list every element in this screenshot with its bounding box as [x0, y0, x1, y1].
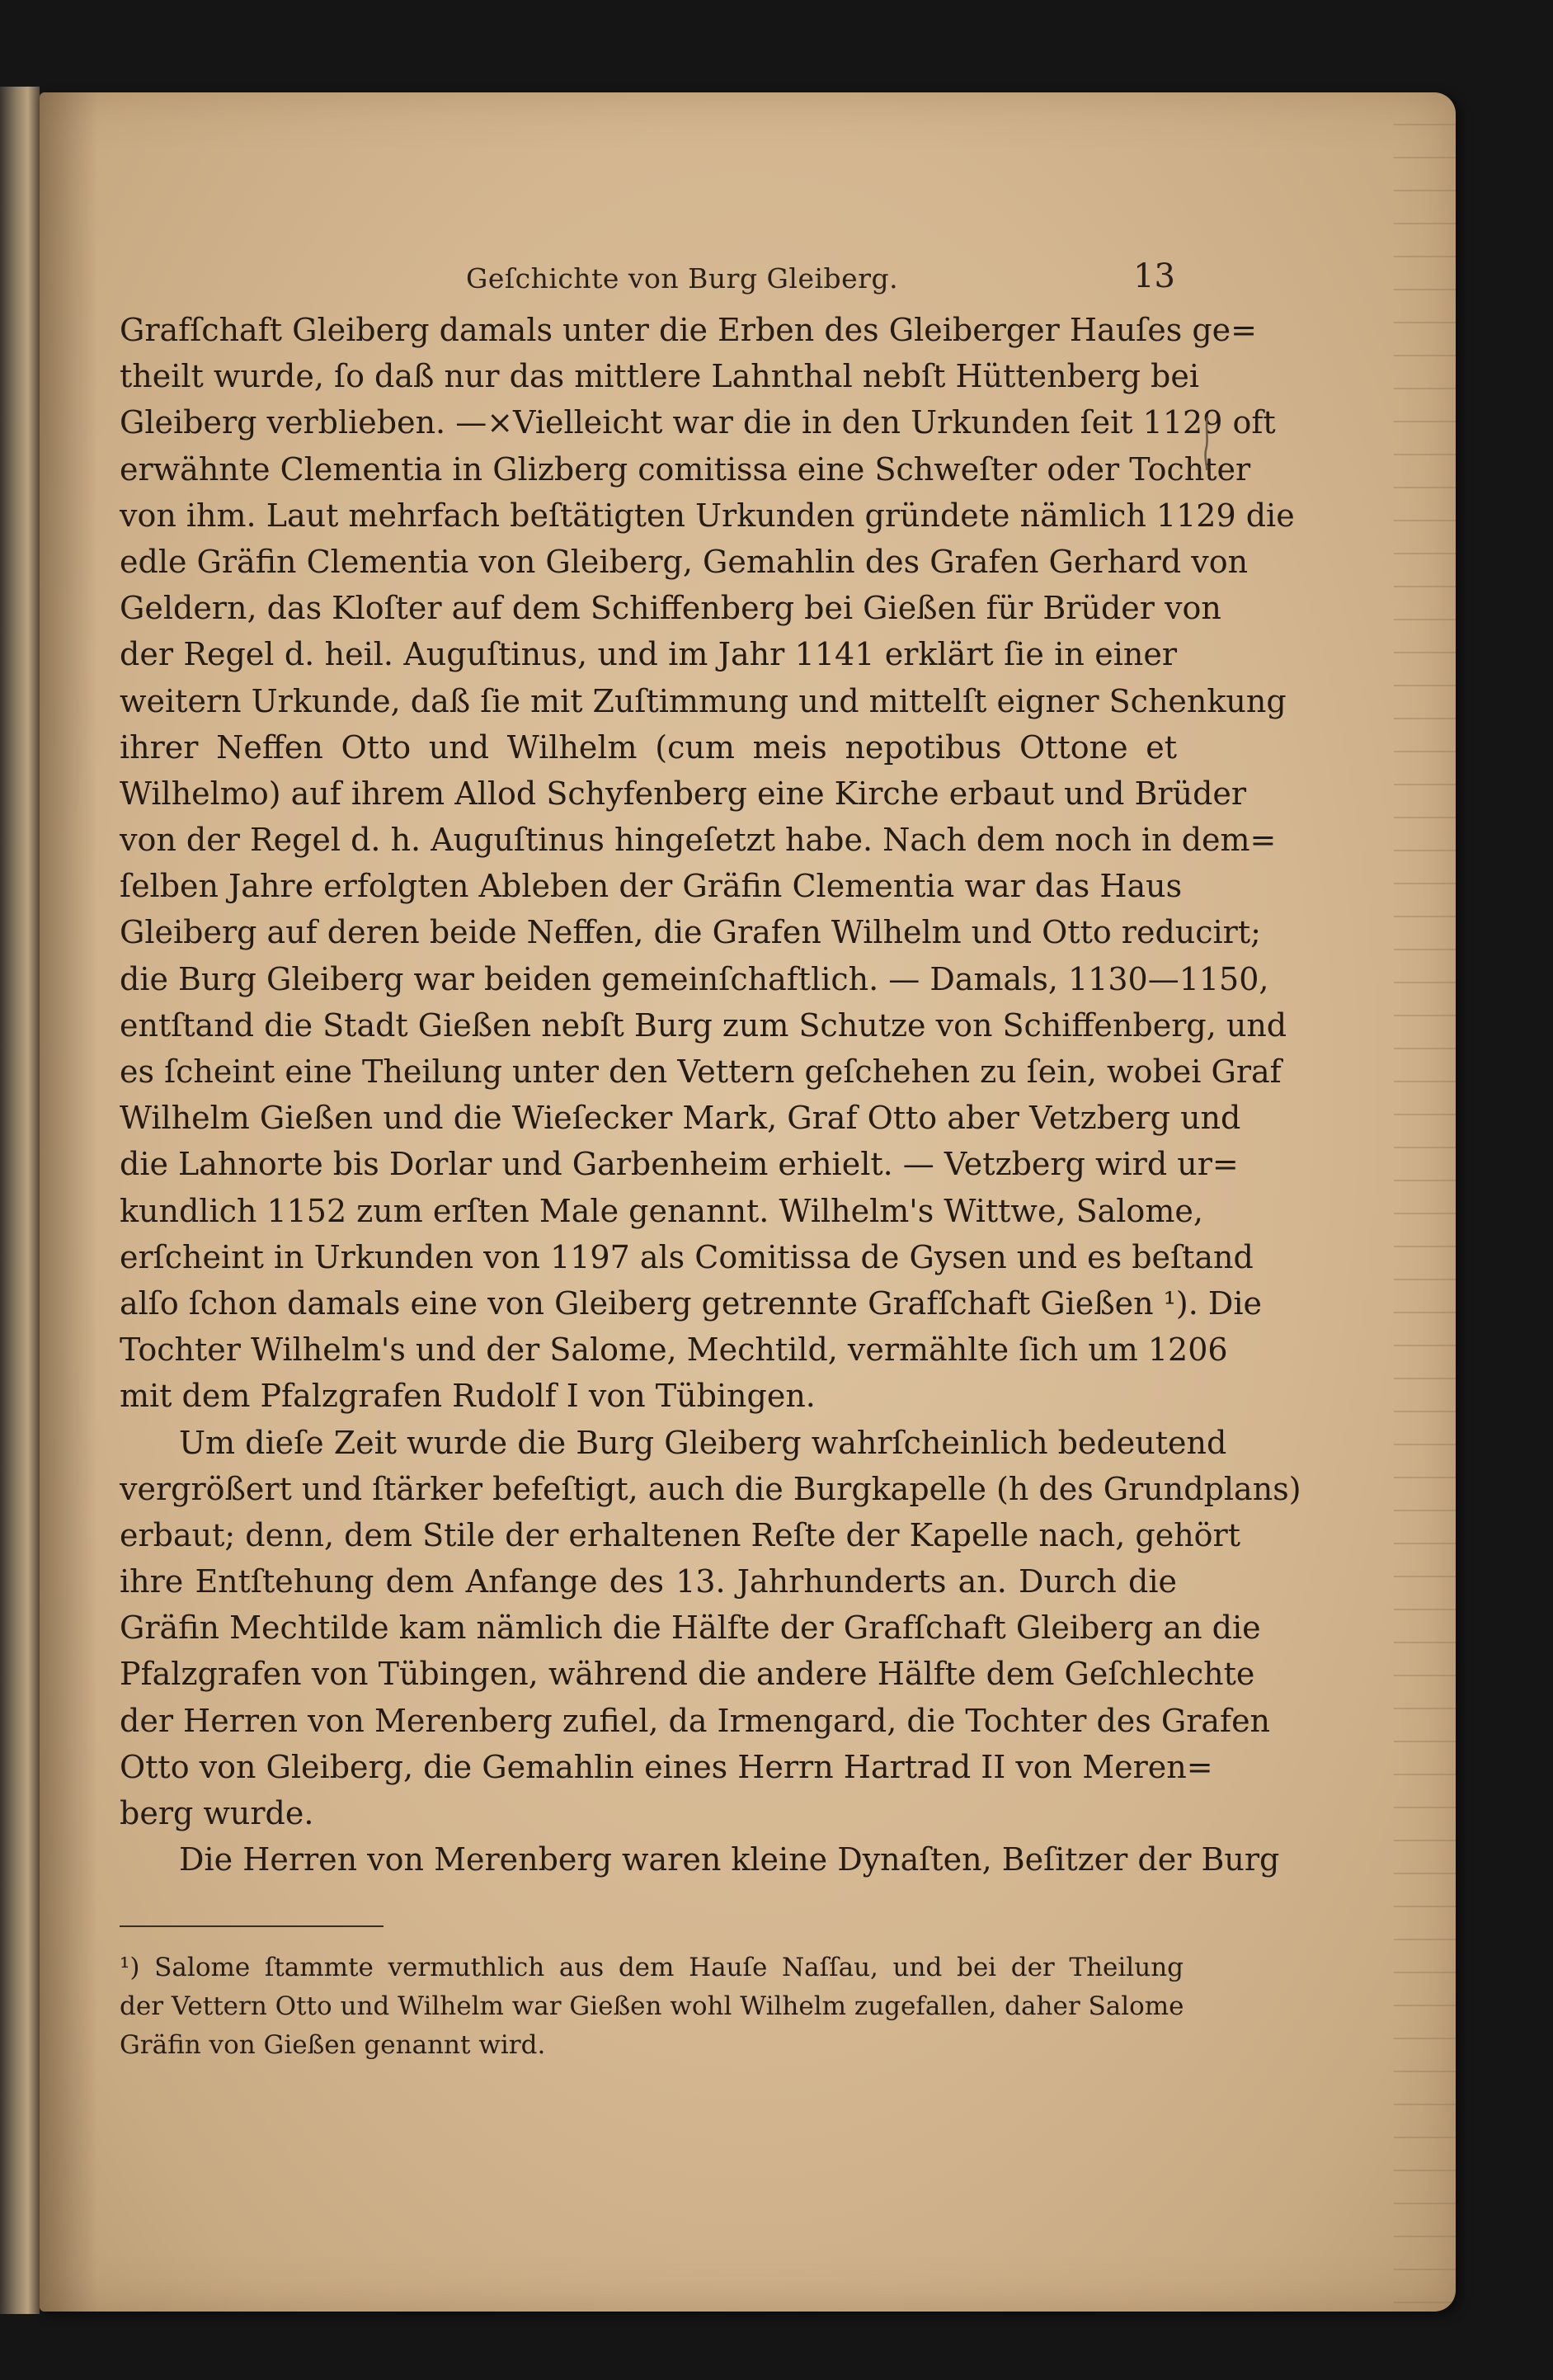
text-line: ihrer Neffen Otto und Wilhelm (cum meis nepotibus Ottone et [120, 728, 1177, 766]
footnote-line: Gräfin von Gießen genannt wird. [120, 2030, 546, 2060]
text-line: Gleiberg verblieben. —×Vielleicht war die in den Urkunden ſeit 1129 oft [120, 404, 1276, 441]
text-line: Die Herren von Merenberg waren kleine Dynaſten, Beſitzer der Burg [179, 1841, 1280, 1878]
text-line: erbaut; denn, dem Stile der erhaltenen Reſte der Kapelle nach, gehört [120, 1516, 1240, 1553]
text-line: berg wurde. [120, 1795, 314, 1831]
text-line: Pfalzgrafen von Tübingen, während die andere Hälfte dem Geſchlechte [120, 1656, 1255, 1693]
page-header [120, 257, 1175, 299]
text-line: mit dem Pfalzgrafen Rudolf I von Tübingen. [120, 1378, 816, 1415]
pencil-margin-mark [1198, 414, 1216, 472]
text-line: der Herren von Merenberg zufiel, da Irmengard, die Tochter des Grafen [120, 1702, 1271, 1739]
text-line: Geldern, das Kloſter auf dem Schiffenberg bei Gießen für Brüder von [120, 590, 1221, 627]
text-line: Um dieſe Zeit wurde die Burg Gleiberg wahrſcheinlich bedeutend [179, 1424, 1227, 1461]
text-line: weitern Urkunde, daß ſie mit Zuſtimmung und mittelſt eigner Schenkung [120, 682, 1287, 719]
book-spine-edge [0, 87, 40, 2314]
text-line: Gleiberg auf deren beide Neffen, die Grafen Wilhelm und Otto reducirt; [120, 914, 1261, 951]
text-line: von der Regel d. h. Auguſtinus hingeſetzt habe. Nach dem noch in dem= [120, 822, 1277, 859]
page-gutter-shadow [40, 92, 97, 2312]
text-line: Gräfin Mechtilde kam nämlich die Hälfte der Grafſchaft Gleiberg an die [120, 1609, 1261, 1647]
text-line: erwähnte Clementia in Glizberg comitissa eine Schweſter oder Tochter [120, 450, 1251, 488]
text-line: von ihm. Laut mehrfach beſtätigten Urkunden gründete nämlich 1129 die [120, 497, 1295, 534]
running-title: Geſchichte von Burg Gleiberg. [466, 262, 899, 295]
main-text [120, 307, 1301, 1883]
text-line: vergrößert und ſtärker befeſtigt, auch die Burgkapelle (h des Grundplans) [120, 1470, 1301, 1507]
text-line: Otto von Gleiberg, die Gemahlin eines Herrn Hartrad II von Meren= [120, 1748, 1213, 1785]
text-line: theilt wurde, ſo daß nur das mittlere Lahnthal nebſt Hüttenberg bei [120, 358, 1199, 395]
text-line: ſelben Jahre erfolgten Ableben der Gräfin Clementia war das Haus [120, 868, 1183, 905]
text-line: Wilhelmo) auf ihrem Allod Schyfenberg eine Kirche erbaut und Brüder [120, 775, 1247, 812]
text-line: es ſcheint eine Theilung unter den Vettern geſchehen zu ſein, wobei Graf [120, 1053, 1282, 1090]
text-line: alſo ſchon damals eine von Gleiberg getrennte Grafſchaft Gießen ¹). Die [120, 1284, 1262, 1322]
footnotes [120, 1949, 1184, 2065]
footnote-separator [120, 1925, 384, 1927]
text-line: Tochter Wilhelm's und der Salome, Mechtild, vermählte ſich um 1206 [120, 1331, 1228, 1369]
footnote-line: der Vettern Otto und Wilhelm war Gießen wohl Wilhelm zugefallen, daher Salome [120, 1991, 1184, 2021]
text-line: der Regel d. heil. Auguſtinus, und im Jahr 1141 erklärt ſie in einer [120, 636, 1177, 673]
page-edge-stack [1394, 92, 1456, 2312]
footnote-line: ¹) Salome ſtammte vermuthlich aus dem Hauſe Naſſau, und bei der Theilung [120, 1953, 1184, 1982]
text-line: die Lahnorte bis Dorlar und Garbenheim erhielt. — Vetzberg wird ur= [120, 1146, 1239, 1183]
text-line: kundlich 1152 zum erſten Male genannt. Wilhelm's Wittwe, Salome, [120, 1192, 1203, 1229]
text-line: die Burg Gleiberg war beiden gemeinſchaftlich. — Damals, 1130—1150, [120, 960, 1269, 997]
page-number: 13 [1133, 257, 1175, 295]
text-line: erſcheint in Urkunden von 1197 als Comitissa de Gysen und es beſtand [120, 1238, 1254, 1275]
text-line: entſtand die Stadt Gießen nebſt Burg zum Schutze von Schiffenberg, und [120, 1006, 1287, 1044]
text-line: Grafſchaft Gleiberg damals unter die Erben des Gleiberger Hauſes ge= [120, 312, 1257, 348]
text-line: ihre Entſtehung dem Anfange des 13. Jahrhunderts an. Durch die [120, 1563, 1177, 1600]
text-line: edle Gräfin Clementia von Gleiberg, Gemahlin des Grafen Gerhard von [120, 543, 1249, 580]
text-line: Wilhelm Gießen und die Wieſecker Mark, Graf Otto aber Vetzberg und [120, 1100, 1241, 1137]
